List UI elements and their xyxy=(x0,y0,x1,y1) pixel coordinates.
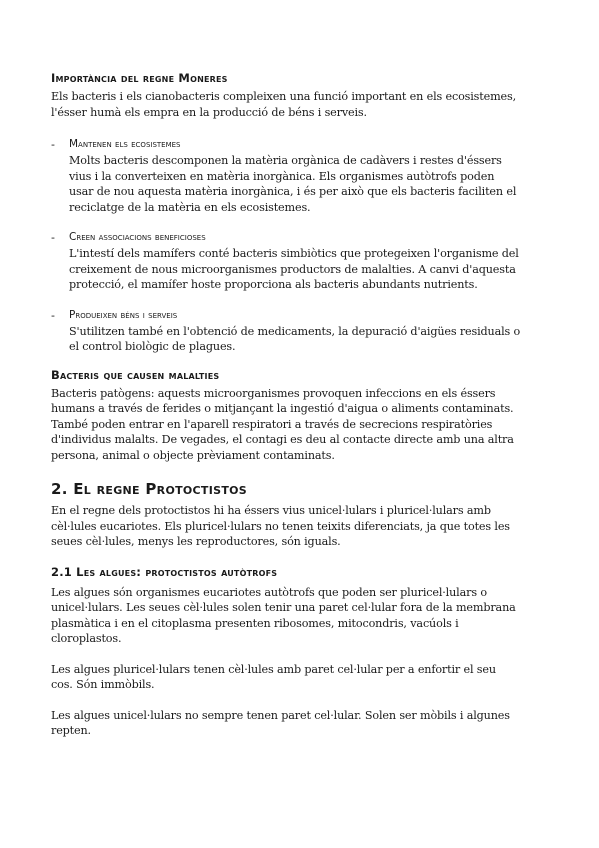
algues-paragraph-1: Les algues són organismes eucariotes autòtrofs que poden ser pluricel·lulars o unicel·lulars. Les seues cèl·lules solen tenir una paret cel·lular fora de la membrana plasmàtica i en el citoplasma presenten ribosomes, mitocondris, vacúols i cloroplastos. xyxy=(51,585,516,645)
bullet-text: S'utilitzen també en l'obtenció de medicaments, la depuració d'aigües residuals o el control biològic de plagues. xyxy=(69,324,521,353)
heading-algues: 2.1 Les algues: protoctistos autòtrofs xyxy=(51,564,278,579)
bullet-item xyxy=(51,307,521,355)
bullet-item xyxy=(51,136,521,215)
bullet-dash: - xyxy=(51,138,55,151)
algues-paragraph-3: Les algues unicel·lulars no sempre tenen paret cel·lular. Solen ser mòbils i algunes repten. xyxy=(51,708,510,737)
heading-regne-protoctistos: 2. El regne Protoctistos xyxy=(51,480,248,498)
bullet-title: Mantenen els ecosistemes xyxy=(69,138,181,150)
bacteris-paragraph: Bacteris patògens: aquests microorganismes provoquen infeccions en els éssers humans a través de ferides o mitjançant la ingestió d'aigua o aliments contaminats. També poden entrar en l'aparell respiratori a través de secrecions respiratòries d'individus malalts. De vegades, el contagi es deu al contacte directe amb una altra persona, animal o objecte prèviament contaminats. xyxy=(51,386,514,462)
bullet-text: Molts bacteris descomponen la matèria orgànica de cadàvers i restes d'éssers vius i la converteixen en matèria inorgànica. Els organismes autòtrofs poden usar de nou aquesta matèria inorgànica, i és per això que els bacteris faciliten el reciclatge de la matèria en els ecosistemes. xyxy=(69,154,517,214)
bullet-dash: - xyxy=(51,308,55,322)
heading-importancia-moneres: Importància del regne Moneres xyxy=(51,71,228,85)
bullet-item xyxy=(51,229,521,293)
document-page xyxy=(51,70,521,739)
algues-paragraph-2: Les algues pluricel·lulars tenen cèl·lules amb paret cel·lular per a enfortir el seu cos. Són immòbils. xyxy=(51,662,496,691)
bullet-dash: - xyxy=(51,231,55,244)
intro-paragraph: Els bacteris i els cianobacteris compleixen una funció important en els ecosistemes, l'ésser humà els empra en la producció de béns i serveis. xyxy=(51,90,517,119)
bullet-title: Produeixen béns i serveis xyxy=(69,308,178,321)
bullet-title: Creen associacions beneficioses xyxy=(69,231,206,243)
heading-bacteris-malalties: Bacteris que causen malalties xyxy=(51,367,220,382)
protoctistos-paragraph: En el regne dels protoctistos hi ha éssers vius unicel·lulars i pluricel·lulars amb cèl·lules eucariotes. Els pluricel·lulars no tenen teixits diferenciats, ja que totes les seues cèl·lules, menys les reproductores, són iguals. xyxy=(51,504,510,548)
bullet-text: L'intestí dels mamífers conté bacteris simbiòtics que protegeixen l'organisme del creixement de nous microorganismes productors de malalties. A canvi d'aquesta protecció, el mamífer hoste proporciona als bacteris abundants nutrients. xyxy=(69,247,519,291)
